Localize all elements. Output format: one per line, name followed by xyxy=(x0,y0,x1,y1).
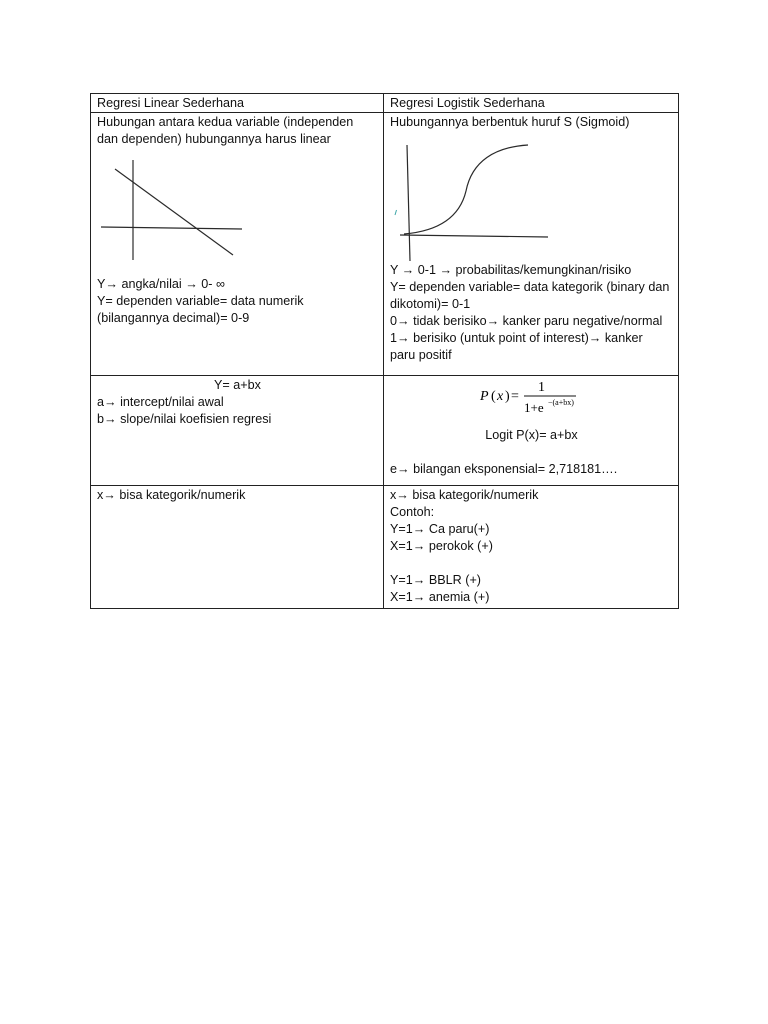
cell-linear-x xyxy=(91,486,384,609)
cell-linear-relationship xyxy=(91,113,384,376)
example-1-x: X=1→ perokok (+) xyxy=(390,539,493,553)
logistic-intro: Hubungannya berbentuk huruf S (Sigmoid) xyxy=(390,115,630,129)
linear-sketch-x-axis xyxy=(101,227,242,229)
euler-number-description: e→ bilangan eksponensial= 2,718181…. xyxy=(390,462,618,476)
cell-logistic-relationship xyxy=(384,113,679,376)
formula-numerator: 1 xyxy=(537,380,545,395)
linear-x-description: x→ bisa kategorik/numerik xyxy=(97,488,246,502)
table-header-row xyxy=(91,94,679,113)
linear-line-sketch xyxy=(97,148,377,262)
example-1-y: Y=1→ Ca paru(+) xyxy=(390,522,490,536)
formula-lhs-paren-close: ) xyxy=(504,389,510,404)
header-right-text: Regresi Logistik Sederhana xyxy=(390,96,545,110)
formula-lhs-paren-open: ( xyxy=(490,389,496,404)
logistic-note-2: Y= dependen variable= data kategorik (binary dan xyxy=(390,280,670,294)
comparison-table xyxy=(90,93,679,609)
stray-pen-mark xyxy=(395,210,397,215)
example-title: Contoh: xyxy=(390,505,435,519)
sigmoid-sketch-y-axis xyxy=(407,145,410,261)
logistic-note-1: Y → 0-1 → probabilitas/kemungkinan/risiko xyxy=(390,263,632,277)
slope-description: b→ slope/nilai koefisien regresi xyxy=(97,412,272,426)
formula-lhs-x: x xyxy=(496,389,503,404)
header-logistic-regression xyxy=(384,94,679,113)
formula-exponent: −(a+bx) xyxy=(547,398,574,407)
sigmoid-curve-sketch xyxy=(390,131,672,262)
sigmoid-sketch-x-axis xyxy=(400,235,548,237)
logistic-probability-formula xyxy=(472,377,592,417)
logistic-note-4: 0→ tidak berisiko→ kanker paru negative/normal xyxy=(390,314,663,328)
header-linear-regression xyxy=(91,94,384,113)
linear-note-2: Y= dependen variable= data numerik xyxy=(97,294,304,308)
formula-lhs-p: P xyxy=(479,389,489,404)
logit-equation: Logit P(x)= a+bx xyxy=(485,428,578,442)
linear-note-1: Y→ angka/nilai → 0- ∞ xyxy=(97,277,225,291)
linear-intro-line-2: dan dependen) hubungannya harus linear xyxy=(97,132,331,146)
logistic-note-5: 1→ berisiko (untuk point of interest)→ kanker xyxy=(390,331,643,345)
formula-denominator-base: 1+e xyxy=(523,400,544,415)
logistic-note-6: paru positif xyxy=(390,348,452,362)
linear-note-3: (bilangannya decimal)= 0-9 xyxy=(97,311,250,325)
formula-equals: = xyxy=(510,389,519,404)
sigmoid-sketch-curve xyxy=(404,145,528,234)
cell-logistic-formula xyxy=(384,376,679,486)
table-row-formula xyxy=(91,376,679,486)
example-2-y: Y=1→ BBLR (+) xyxy=(390,573,481,587)
table-row-x-variable xyxy=(91,486,679,609)
logistic-note-3: dikotomi)= 0-1 xyxy=(390,297,471,311)
linear-intro-line-1: Hubungan antara kedua variable (independen xyxy=(97,115,354,129)
table-row-relationship xyxy=(91,113,679,376)
linear-equation: Y= a+bx xyxy=(214,378,261,392)
cell-logistic-x xyxy=(384,486,679,609)
intercept-description: a→ intercept/nilai awal xyxy=(97,395,224,409)
header-left-text: Regresi Linear Sederhana xyxy=(97,96,245,110)
example-2-x: X=1→ anemia (+) xyxy=(390,590,490,604)
cell-linear-formula xyxy=(91,376,384,486)
logistic-x-description: x→ bisa kategorik/numerik xyxy=(390,488,539,502)
